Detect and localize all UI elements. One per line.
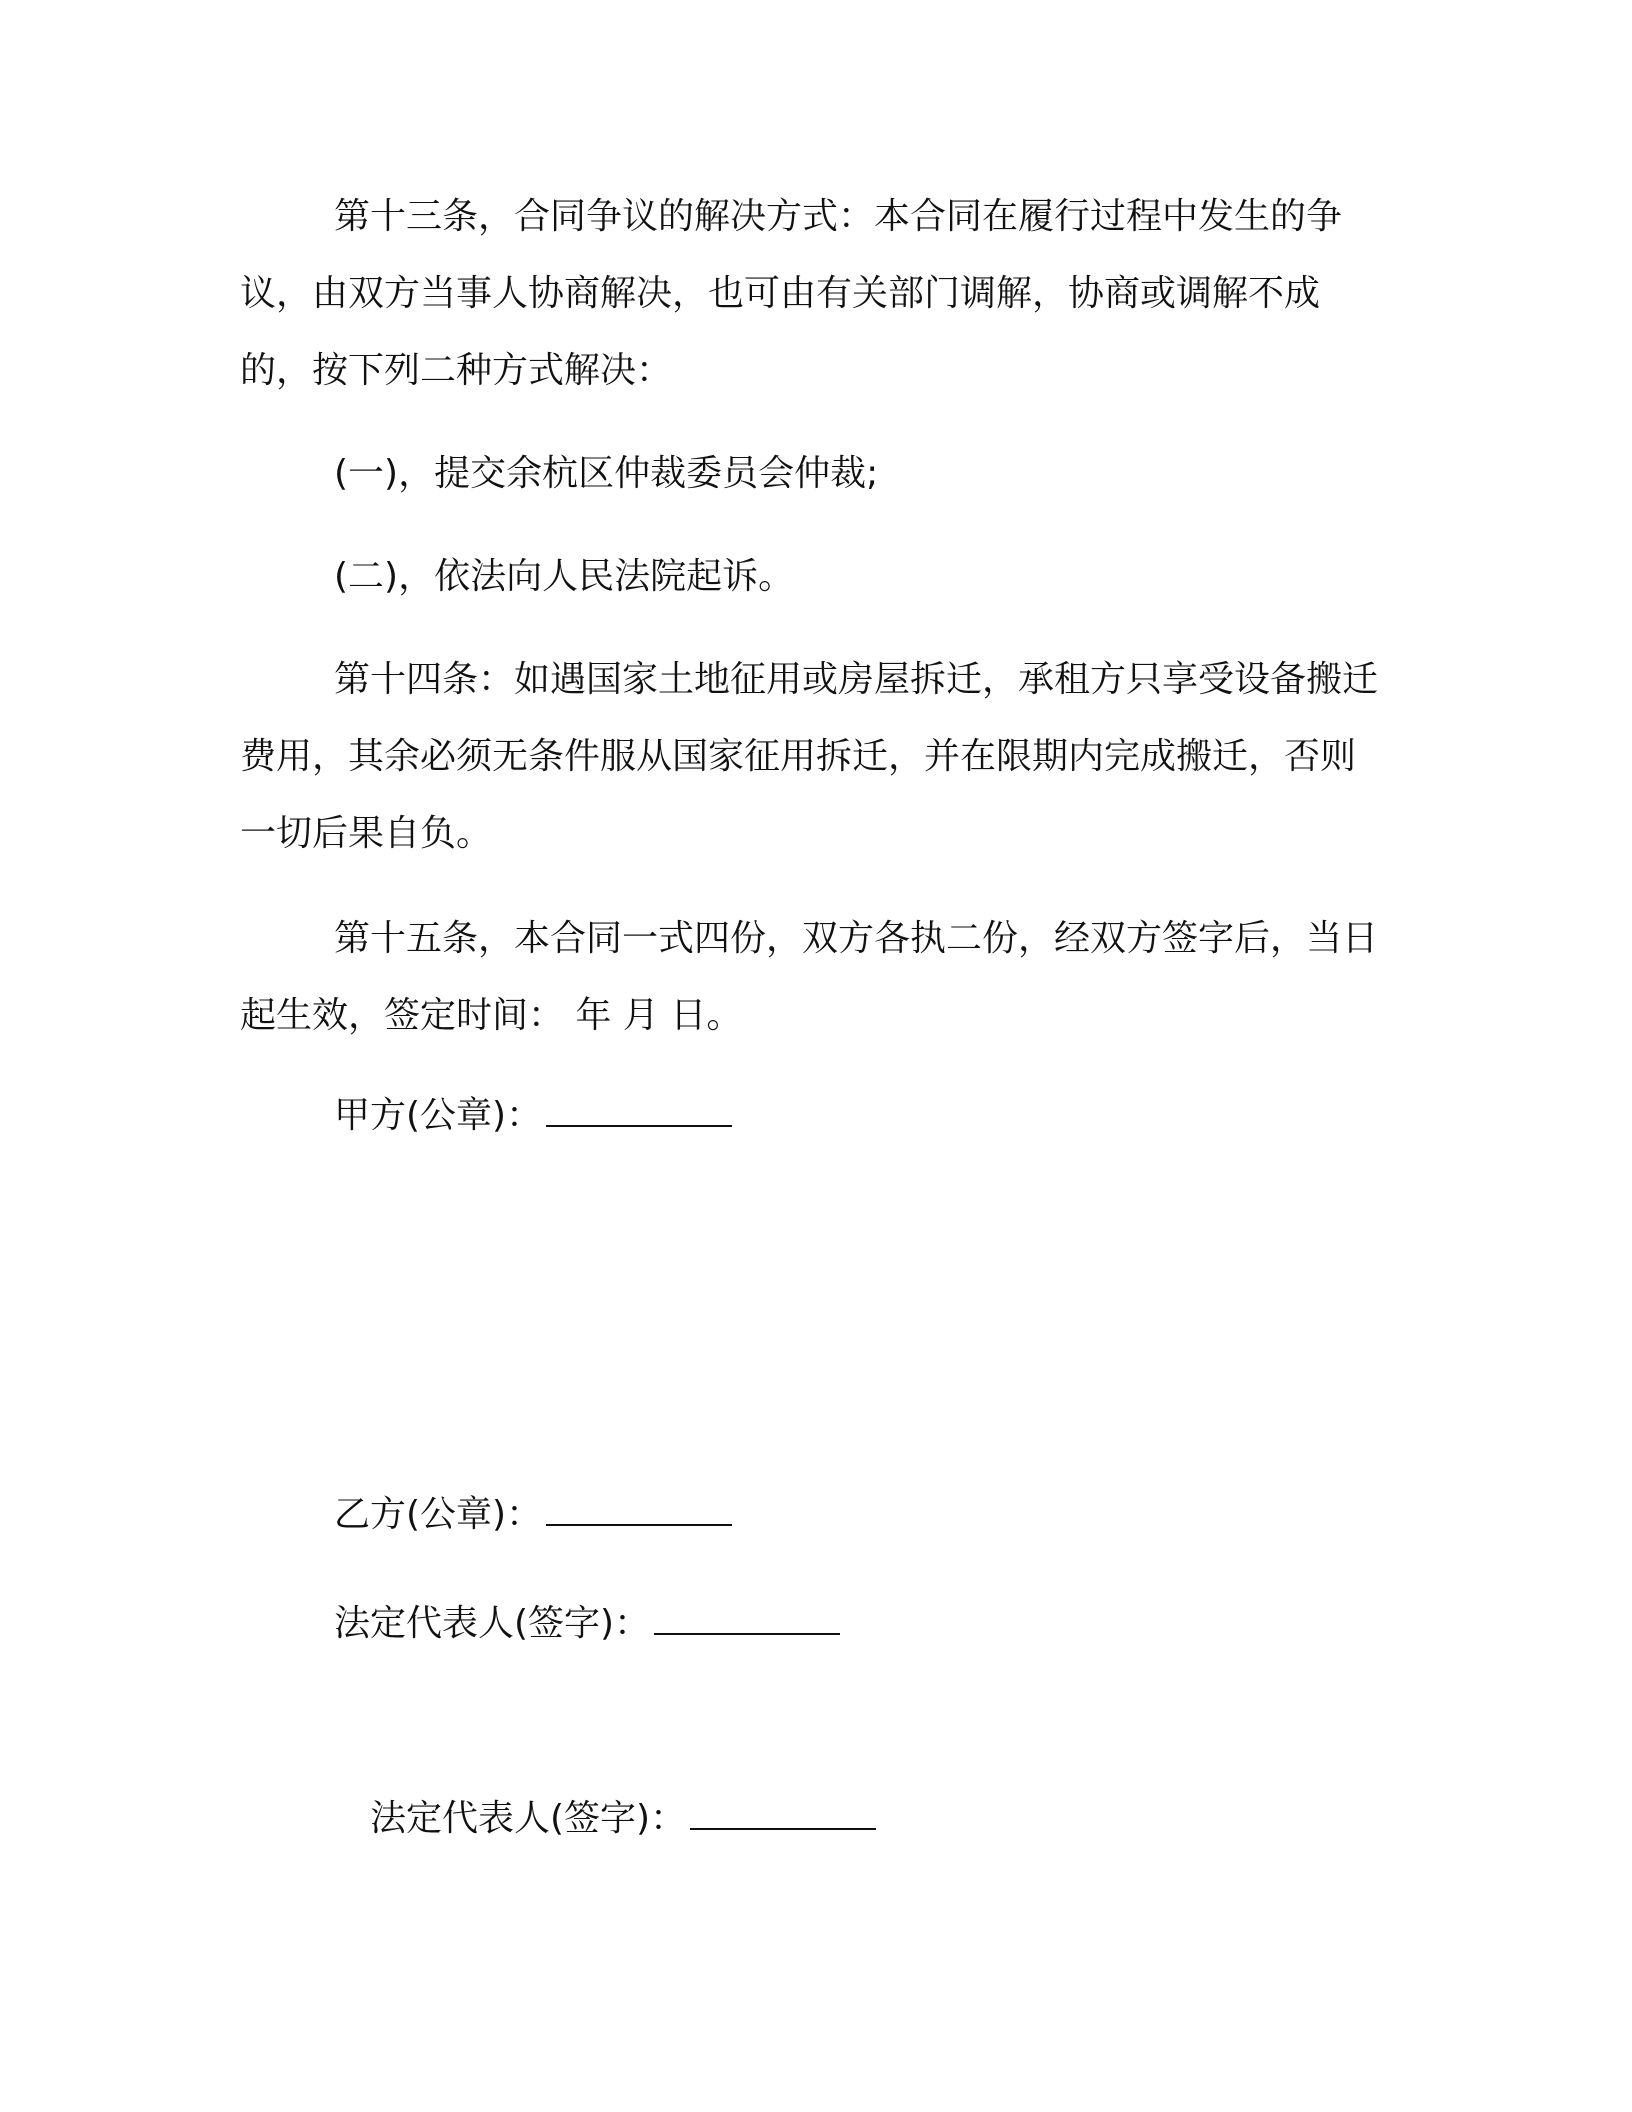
party-a-blank[interactable] [546, 1095, 732, 1127]
party-b-signature-line [334, 1491, 732, 1539]
option-2-line: (二)，依法向人民法院起诉。 [334, 556, 795, 597]
representative-1-signature-line [334, 1600, 840, 1648]
representative-1-label: 法定代表人(签字)： [334, 1603, 651, 1644]
representative-1-blank[interactable] [654, 1603, 840, 1635]
article-14-paragraph: 第十四条：如遇国家土地征用或房屋拆迁，承租方只享受设备搬迁费用，其余必须无条件服从国家征用拆迁，并在限期内完成搬迁，否则一切后果自负。 [240, 659, 1379, 854]
party-b-blank[interactable] [546, 1494, 732, 1526]
representative-2-blank[interactable] [690, 1798, 876, 1830]
article-15-paragraph: 第十五条，本合同一式四份，双方各执二份，经双方签字后，当日起生效，签定时间： 年 月 日。 [240, 918, 1379, 1036]
party-b-label: 乙方(公章)： [334, 1494, 543, 1535]
representative-2-signature-line [370, 1795, 876, 1843]
article-13-paragraph: 第十三条，合同争议的解决方式：本合同在履行过程中发生的争议，由双方当事人协商解决，也可由有关部门调解，协商或调解不成的，按下列二种方式解决： [240, 196, 1343, 391]
option-1-line: (一)，提交余杭区仲裁委员会仲裁; [334, 453, 879, 494]
party-a-label: 甲方(公章)： [334, 1095, 543, 1136]
representative-2-label: 法定代表人(签字)： [370, 1798, 687, 1839]
party-a-signature-line [334, 1092, 732, 1140]
